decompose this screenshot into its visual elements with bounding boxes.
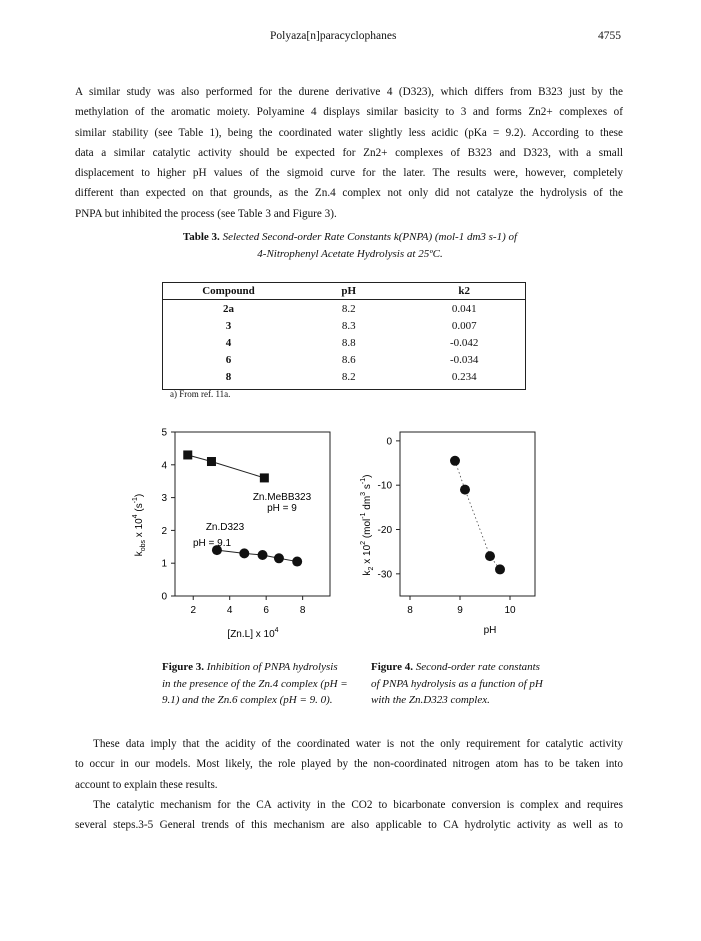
figure4-label: Figure 4.: [371, 661, 413, 673]
p1-line-2: methylation of the aromatic moiety. Polyamine 4 displays similar basicity to 3 and forms Zn2+ complexes of: [75, 106, 623, 119]
table-cell: 8.2: [341, 370, 356, 383]
data-point-circle: [460, 485, 470, 495]
x-tick-label: 8: [407, 605, 413, 616]
p1-line-7: PNPA but inhibited the process (see Table 3 and Figure 3).: [75, 207, 337, 220]
y-tick-label: 0: [161, 591, 167, 603]
table3-header-k2: k2: [403, 283, 525, 300]
p1-line-5: displacement to higher pH values of the sigmoid curve for the later. The results were, however, completely: [75, 167, 623, 180]
page-number: 4755: [598, 30, 621, 42]
annot-d323: Zn.D323: [205, 522, 245, 533]
y-tick-label: -20: [377, 525, 392, 537]
table3-caption-line2: 4-Nitrophenyl Acetate Hydrolysis at 25ºC.: [257, 248, 443, 260]
x-tick-label: 9: [457, 605, 463, 616]
table-cell: 8.8: [341, 336, 356, 349]
series-line: [188, 455, 265, 478]
table-row: [163, 334, 525, 351]
paragraph-1: [75, 82, 623, 224]
table-row: [163, 300, 525, 318]
table3-label: Table 3.: [182, 231, 220, 243]
figure3-caption: [162, 659, 352, 709]
y-tick-label: 1: [161, 558, 167, 570]
data-point-circle: [239, 548, 249, 558]
p1-line-3: similar stability (see Table 1), being the coordinated water slightly less acidic (pKa = 9.2). According to these: [75, 126, 623, 139]
p1-line-6: different than expected on that grounds, as the Zn.4 complex not only did not catalyze the hydrolysis of the: [75, 187, 623, 200]
table-cell: 0.041: [451, 302, 477, 315]
data-point-circle: [292, 557, 302, 567]
table3-header-compound: Compound: [163, 283, 294, 300]
data-point-square: [207, 457, 216, 466]
running-title: Polyaza[n]paracyclophanes: [270, 30, 397, 42]
figure4-line2: of PNPA hydrolysis as a function of pH: [371, 677, 543, 690]
table3-caption-line1: Selected Second-order Rate Constants k(PNPA) (mol-1 dm3 s-1) of: [222, 231, 518, 243]
table-cell: 0.007: [451, 319, 477, 332]
p3-line-1: The catalytic mechanism for the CA activity in the CO2 to bicarbonate conversion is complex and requires: [93, 799, 623, 811]
x-tick-label: 4: [226, 605, 233, 616]
table3-grid: [163, 283, 525, 385]
data-point-circle: [274, 553, 284, 563]
figure4-line3: with the Zn.D323 complex.: [371, 694, 490, 706]
series-line: [217, 550, 297, 561]
y-tick-label: 5: [161, 427, 167, 439]
annot-d323-ph: pH = 9.1: [192, 538, 232, 549]
p2-line-3: account to explain these results.: [75, 778, 218, 791]
table-cell: 0.234: [451, 370, 477, 383]
p2-line-1: These data imply that the acidity of the coordinated water is not the only requirement for catalytic activity: [93, 738, 623, 750]
figure4-chart: [360, 425, 560, 640]
table-cell: 8.6: [341, 353, 356, 366]
chart1-xlabel: [Zn.L] x $10^4$: [227, 627, 279, 640]
p1-line-1: A similar study was also performed for the durene derivative 4 (D323), which differs from B323 just by the: [75, 86, 623, 98]
x-tick-label: 6: [263, 605, 269, 616]
table-cell: -0.042: [450, 336, 479, 349]
table-cell: 8.2: [341, 302, 356, 315]
table-cell: -0.034: [450, 353, 479, 366]
svg-text:k2 x 102 (mol-1 dm3 s-1): $k_2$ x $10^2$ (mol$^{-1}$ $dm^3$ $s^{-1}$): [360, 474, 375, 576]
figure3-line1: Inhibition of PNPA hydrolysis: [206, 661, 338, 673]
table-row: [163, 317, 525, 334]
table-cell: 8: [225, 370, 232, 383]
figure4-line1: Second-order rate constants: [415, 661, 540, 673]
figure3-chart: [130, 425, 345, 640]
y-tick-label: -30: [377, 569, 392, 581]
table3: [162, 282, 526, 390]
data-point-square: [260, 473, 269, 482]
y-tick-label: 4: [161, 460, 167, 472]
chart1-frame: [175, 432, 330, 596]
figure3-label: Figure 3.: [162, 661, 204, 673]
x-tick-label: 8: [299, 605, 306, 616]
table3-header-row: [163, 283, 525, 300]
chart2-xlabel: pH: [483, 625, 497, 636]
y-tick-label: 3: [161, 493, 167, 505]
y-tick-label: 2: [161, 525, 167, 537]
paragraph-3: [75, 795, 623, 836]
annot-mebb323-ph: pH = 9: [267, 503, 297, 514]
chart1-ylabel: [132, 494, 147, 557]
p1-line-4: data a similar catalytic activity should be expected for Zn2+ complexes of B323 and D323, with a small: [75, 146, 623, 159]
figure3-line3: 9.1) and the Zn.6 complex (pH = 9. 0).: [162, 694, 333, 706]
table-cell: 8.3: [341, 319, 356, 332]
figure4-caption: [371, 659, 571, 709]
figure3-line2: in the presence of the Zn.4 complex (pH =: [162, 677, 348, 690]
y-tick-label: 0: [386, 436, 392, 448]
table3-header-ph: pH: [294, 283, 403, 300]
data-point-square: [183, 450, 192, 459]
chart2-frame: [400, 432, 535, 596]
table3-footnote: a) From ref. 11a.: [170, 389, 231, 399]
svg-text:kobs x 104 (s-1): $k_{obs}$ x $10^4$ $(s^{-1})$: [132, 493, 147, 557]
data-point-circle: [485, 551, 495, 561]
table-cell: 4: [225, 336, 232, 349]
table-cell: 3: [225, 319, 232, 332]
chart2-ylabel: [360, 475, 375, 576]
table-cell: [163, 300, 294, 318]
table3-caption: [140, 229, 560, 263]
data-point-circle: [450, 456, 460, 466]
p3-line-2: several steps.3-5 General trends of this mechanism are also applicable to CA hydrolytic activity as well as to: [75, 819, 623, 832]
data-point-circle: [495, 564, 505, 574]
table-row: [163, 368, 525, 385]
annot-mebb323: Zn.MeBB323: [252, 492, 312, 503]
compound-cell: 2a: [223, 302, 234, 315]
data-point-circle: [258, 550, 268, 560]
p2-line-2: to occur in our models. Most likely, the role played by the non-coordinated nitrogen atom has to be taken into: [75, 758, 623, 771]
x-tick-label: 10: [504, 605, 516, 616]
x-tick-label: 2: [190, 605, 197, 616]
y-tick-label: -10: [377, 480, 392, 492]
table-row: [163, 351, 525, 368]
paragraph-2: [75, 734, 623, 795]
table-cell: 6: [225, 353, 232, 366]
